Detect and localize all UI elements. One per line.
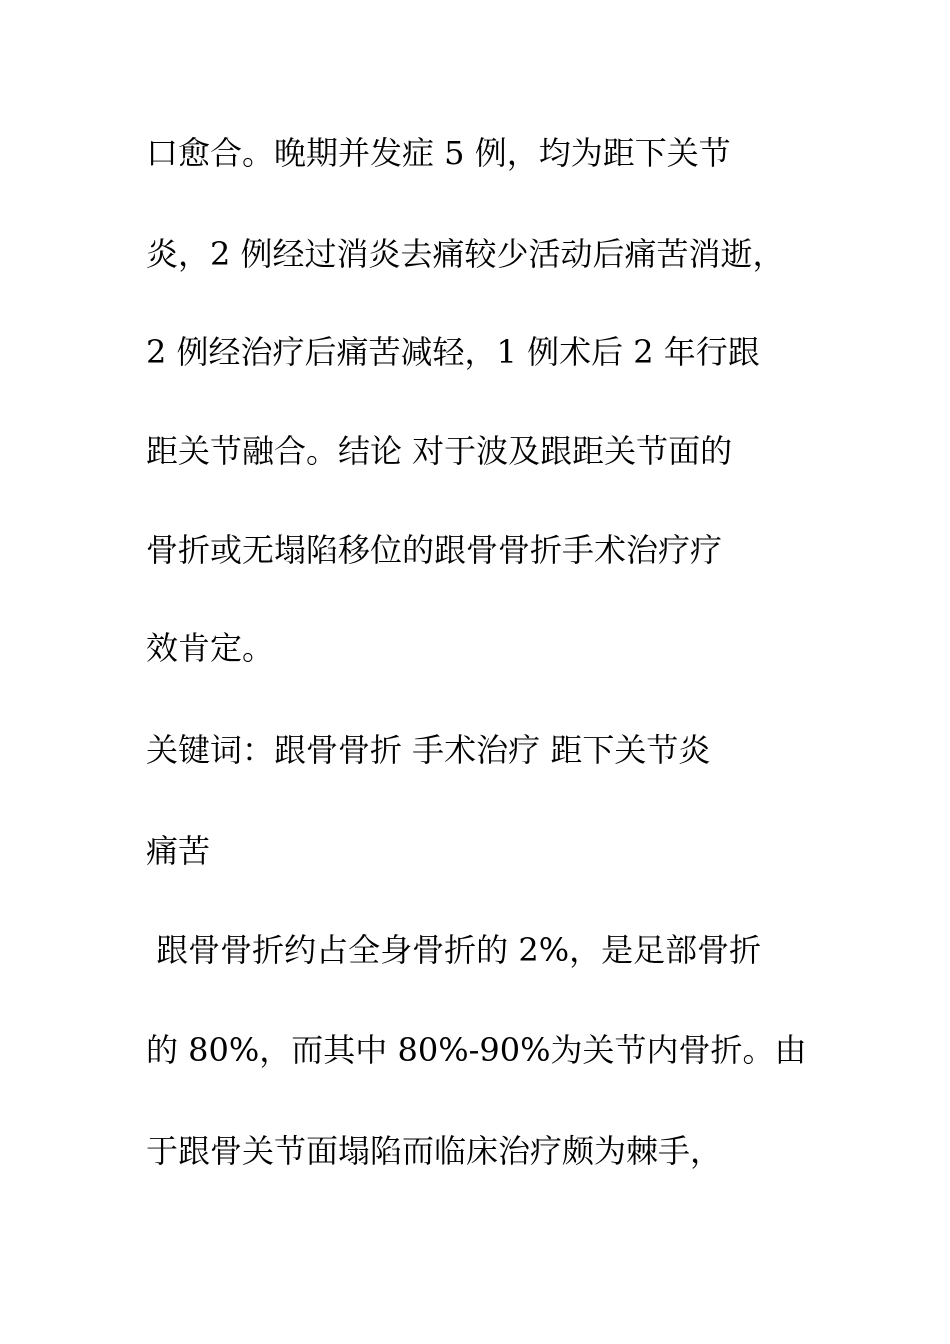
body-line-2: 的 80%，而其中 80%-90%为关节内骨折。由 [146, 1031, 807, 1069]
abstract-line-3: 2 例经治疗后痛苦减轻，1 例术后 2 年行跟 [146, 333, 760, 371]
abstract-line-1: 口愈合。晚期并发症 5 例，均为距下关节 [146, 134, 731, 172]
abstract-line-2: 炎，2 例经过消炎去痛较少活动后痛苦消逝， [146, 235, 785, 273]
abstract-line-4: 距关节融合。结论 对于波及跟距关节面的 [146, 432, 733, 470]
abstract-line-5: 骨折或无塌陷移位的跟骨骨折手术治疗疗 [146, 531, 723, 569]
body-line-3: 于跟骨关节面塌陷而临床治疗颇为棘手， [146, 1132, 723, 1170]
abstract-line-6: 效肯定。 [146, 629, 275, 667]
keywords-line-2: 痛苦 [146, 832, 211, 870]
body-line-1: 跟骨骨折约占全身骨折的 2%，是足部骨折 [146, 931, 762, 969]
keywords-line-1: 关键词：跟骨骨折 手术治疗 距下关节炎 [146, 731, 711, 769]
